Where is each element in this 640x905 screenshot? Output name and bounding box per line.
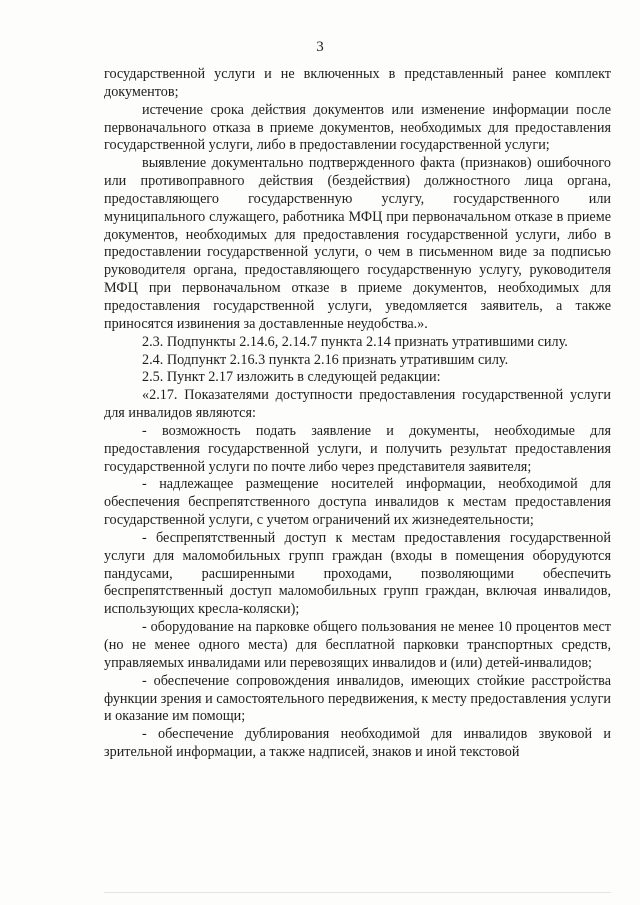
paragraph: - обеспечение сопровождения инвалидов, имеющих стойкие расстройства функции зрения и самостоятельного передвижения, к месту предоставления услуги и оказание им помощи;: [104, 672, 611, 725]
paragraph: 2.3. Подпункты 2.14.6, 2.14.7 пункта 2.14 признать утратившими силу.: [142, 333, 568, 350]
paragraph: - надлежащее размещение носителей информации, необходимой для обеспечения беспрепятственного доступа инвалидов к местам предоставления государственной услуги, с учетом ограничений их жизнедеятельности;: [104, 476, 611, 529]
paragraph: истечение срока действия документов или изменение информации после первоначального отказа в приеме документов, необходимых для предоставления государственной услуги, либо в предоставлении государственной услуги;: [104, 101, 611, 154]
paragraph: - возможность подать заявление и документы, необходимые для предоставления государственной услуги, и получить результат предоставления государственной услуги по почте либо через представителя заявителя;: [104, 422, 611, 475]
paragraph: 2.4. Подпункт 2.16.3 пункта 2.16 признать утратившим силу.: [142, 351, 509, 368]
document-body: [104, 66, 611, 762]
paragraph: государственной услуги и не включенных в представленный ранее комплект документов;: [104, 66, 611, 100]
page-bottom-edge: [104, 892, 611, 893]
paragraph: выявление документально подтвержденного факта (признаков) ошибочного или противоправного действия (бездействия) должностного лица органа, предоставляющего государственную услугу, государственного или муниципального служащего, работника МФЦ при первоначальном отказе в приеме документов, необходимых для предоставления государственной услуги, либо в предоставлении государственной услуги, о чем в письменном виде за подписью руководителя органа, предоставляющего государственную услугу, руководителя МФЦ при первоначальном отказе в приеме документов, необходимых для предоставления государственной услуги, уведомляется заявитель, а также приносятся извинения за доставленные неудобства.».: [104, 155, 611, 332]
paragraph: - оборудование на парковке общего пользования не менее 10 процентов мест (но не менее одного места) для бесплатной парковки транспортных средств, управляемых инвалидами или перевозящих инвалидов и (или) детей-инвалидов;: [104, 619, 611, 671]
paragraph: - беспрепятственный доступ к местам предоставления государственной услуги для маломобильных групп граждан (входы в помещения оборудуются пандусами, расширенными проходами, позволяющими обеспечить беспрепятственный доступ маломобильных групп граждан, включая инвалидов, использующих кресла-коляски);: [104, 529, 611, 618]
paragraph: 2.5. Пункт 2.17 изложить в следующей редакции:: [142, 369, 441, 386]
page-number: 3: [316, 39, 324, 55]
paragraph: - обеспечение дублирования необходимой для инвалидов звуковой и зрительной информации, а также надписей, знаков и иной текстовой: [104, 726, 611, 761]
paragraph: «2.17. Показателями доступности предоставления государственной услуги для инвалидов являются:: [104, 387, 611, 422]
